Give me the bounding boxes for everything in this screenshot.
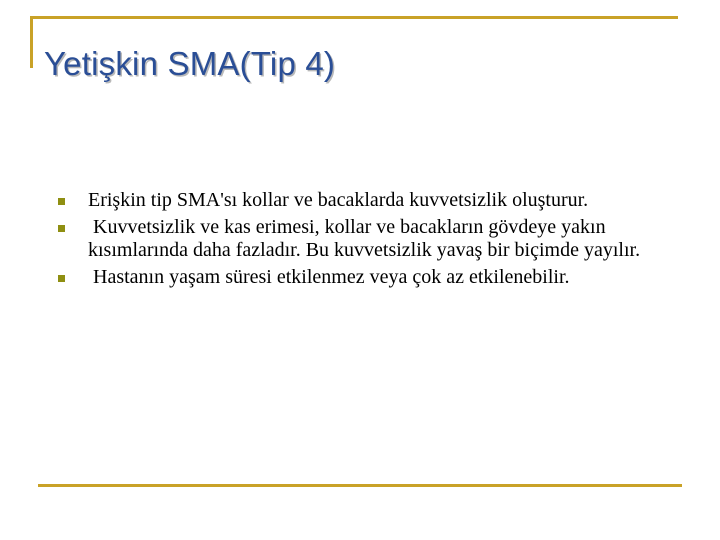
frame-left-border [30, 16, 33, 68]
bullet-item [52, 189, 692, 212]
bullet-item [52, 216, 692, 262]
square-bullet-icon [58, 198, 65, 205]
bullet-item [52, 266, 692, 289]
bullet-text: Hastanın yaşam süresi etkilenmez veya çok az etkilenebilir. [88, 266, 570, 288]
slide-title: Yetişkin SMA(Tip 4) [44, 45, 336, 82]
bullet-text: Erişkin tip SMA'sı kollar ve bacaklarda kuvvetsizlik oluşturur. [88, 189, 589, 211]
bullet-text: Kuvvetsizlik ve kas erimesi, kollar ve bacakların gövdeye yakın kısımlarında daha fazladır. Bu kuvvetsizlik yavaş bir biçimde yayılır. [88, 216, 641, 261]
frame-top-border [30, 16, 678, 19]
square-bullet-icon [58, 225, 65, 232]
bottom-divider [38, 484, 682, 487]
square-bullet-icon [58, 275, 65, 282]
bullet-list [52, 189, 692, 293]
